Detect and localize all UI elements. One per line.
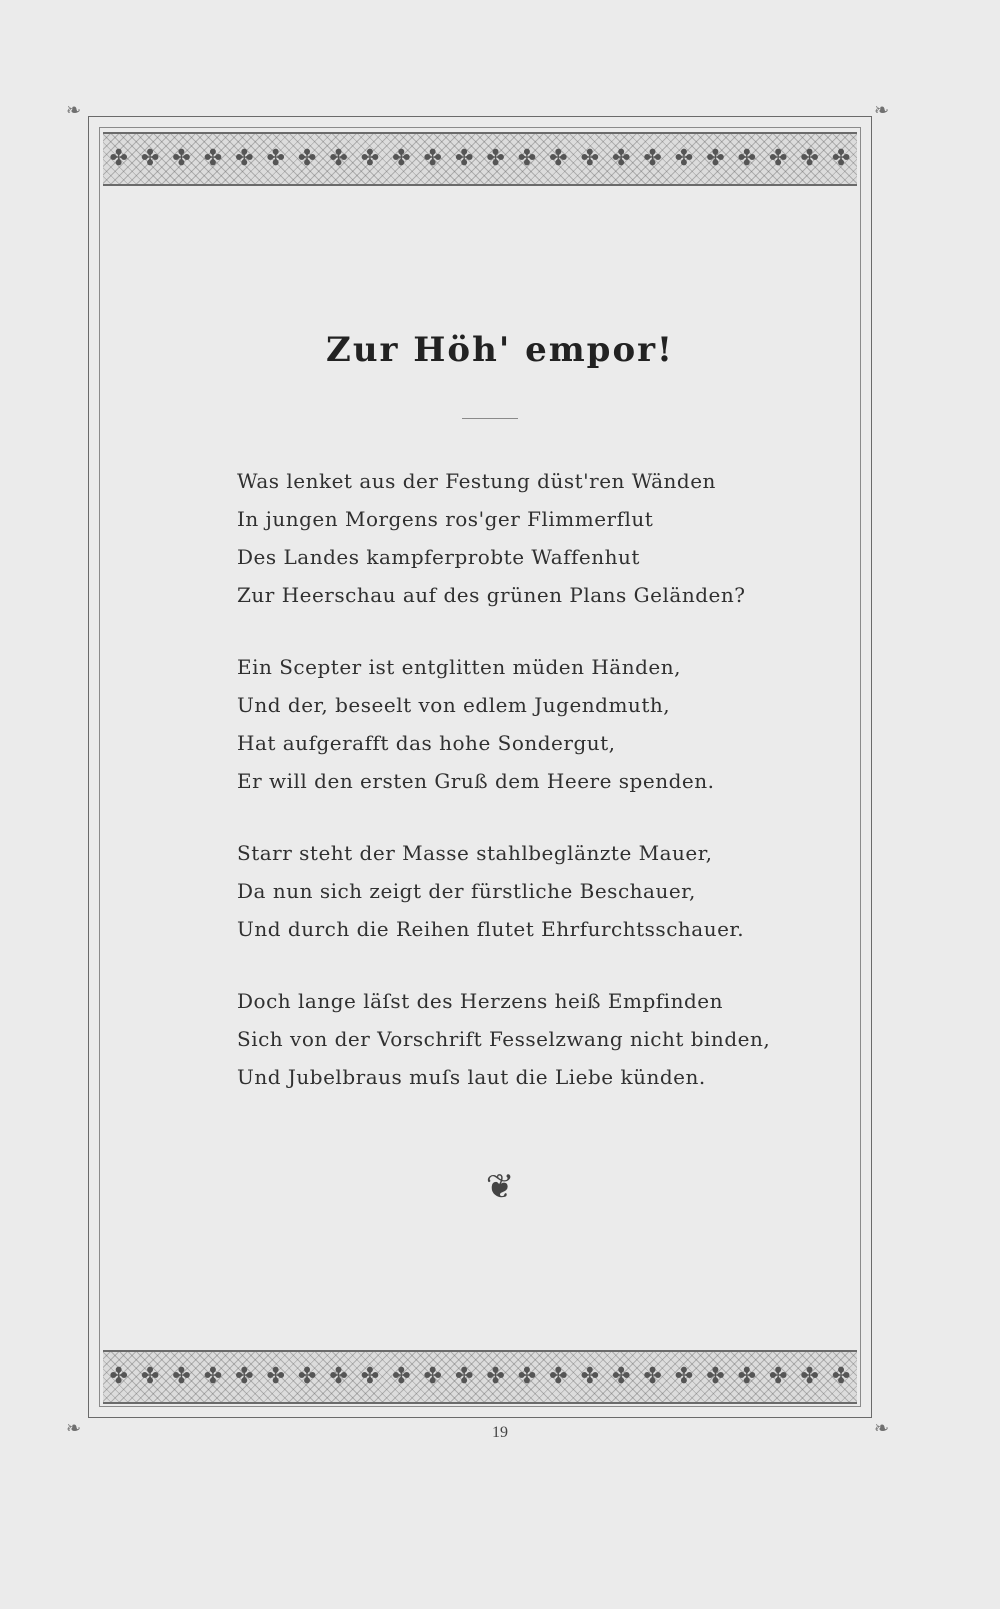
poem-line: Doch lange läſst des Herzens heiß Empfinden bbox=[237, 989, 723, 1013]
band-ornament-icon: ✤ bbox=[674, 1364, 694, 1389]
stanza bbox=[237, 648, 757, 800]
band-ornament-icon: ✤ bbox=[360, 1364, 380, 1389]
band-ornament-icon: ✤ bbox=[643, 1364, 662, 1389]
band-ornament-icon: ✤ bbox=[172, 1364, 191, 1389]
band-ornament-icon: ✤ bbox=[517, 146, 537, 171]
corner-ornament-bottom-right-icon: ❧ bbox=[874, 1418, 890, 1439]
poem-line: Und durch die Reihen flutet Ehrfurchtsschauer. bbox=[237, 917, 745, 941]
band-ornament-icon: ✤ bbox=[611, 1364, 631, 1389]
stanza bbox=[237, 982, 771, 1096]
band-ornament-icon: ✤ bbox=[800, 146, 819, 171]
band-ornament-icon: ✤ bbox=[329, 1364, 348, 1389]
band-ornament-icon: ✤ bbox=[203, 1364, 223, 1389]
poem-line: In jungen Morgens ros'ger Flimmerflut bbox=[237, 507, 654, 531]
band-ornament-icon: ✤ bbox=[172, 146, 191, 171]
poem-line: Und Jubelbraus muſs laut die Liebe künden. bbox=[237, 1065, 706, 1089]
corner-ornament-top-right-icon: ❧ bbox=[874, 100, 890, 121]
poem-line: Starr steht der Masse stahlbeglänzte Mauer, bbox=[237, 841, 713, 865]
poem-line: Zur Heerschau auf des grünen Plans Geländen? bbox=[237, 583, 746, 607]
band-ornament-icon: ✤ bbox=[235, 1364, 254, 1389]
band-ornament-icon: ✤ bbox=[706, 1364, 725, 1389]
band-ornament-icon: ✤ bbox=[580, 146, 600, 171]
band-ornament-icon: ✤ bbox=[549, 1364, 568, 1389]
band-ornament-icon: ✤ bbox=[297, 146, 317, 171]
band-ornament-icon: ✤ bbox=[486, 1364, 505, 1389]
band-ornament-icon: ✤ bbox=[392, 1364, 411, 1389]
band-ornament-icon: ✤ bbox=[769, 1364, 788, 1389]
band-ornament-icon: ✤ bbox=[580, 1364, 600, 1389]
band-ornament-icon: ✤ bbox=[611, 146, 631, 171]
poem-title: Zur Höh' empor! bbox=[326, 330, 674, 370]
band-ornament-icon: ✤ bbox=[517, 1364, 537, 1389]
title-divider bbox=[462, 418, 518, 419]
band-ornament-icon: ✤ bbox=[454, 1364, 474, 1389]
band-ornament-icon: ✤ bbox=[737, 1364, 757, 1389]
corner-ornament-top-left-icon: ❧ bbox=[66, 100, 82, 121]
band-ornament-icon: ✤ bbox=[769, 146, 788, 171]
band-ornament-icon: ✤ bbox=[109, 1364, 128, 1389]
band-ornament-icon: ✤ bbox=[831, 1364, 851, 1389]
stanza bbox=[237, 462, 757, 614]
band-ornament-icon: ✤ bbox=[266, 146, 285, 171]
band-ornament-icon: ✤ bbox=[737, 146, 757, 171]
corner-ornament-bottom-left-icon: ❧ bbox=[66, 1418, 82, 1439]
page-number: 19 bbox=[492, 1424, 508, 1441]
band-ornament-icon: ✤ bbox=[706, 146, 725, 171]
band-ornament-icon: ✤ bbox=[423, 146, 442, 171]
band-ornament-icon: ✤ bbox=[549, 146, 568, 171]
band-ornament-icon: ✤ bbox=[674, 146, 694, 171]
band-ornament-icon: ✤ bbox=[454, 146, 474, 171]
band-ornament-icon: ✤ bbox=[423, 1364, 442, 1389]
poem-line: Da nun sich zeigt der fürstliche Beschauer, bbox=[237, 879, 696, 903]
band-ornament-icon: ✤ bbox=[800, 1364, 819, 1389]
band-ornament-icon: ✤ bbox=[235, 146, 254, 171]
poem-line: Hat aufgerafft das hohe Sondergut, bbox=[237, 731, 616, 755]
decorative-band-top bbox=[103, 132, 857, 186]
band-ornament-icon: ✤ bbox=[392, 146, 411, 171]
band-ornament-icon: ✤ bbox=[329, 146, 348, 171]
band-ornament-icon: ✤ bbox=[203, 146, 223, 171]
band-ornament-icon: ✤ bbox=[297, 1364, 317, 1389]
band-ornament-icon: ✤ bbox=[831, 146, 851, 171]
poem-body bbox=[237, 462, 771, 1130]
stanza bbox=[237, 834, 757, 948]
band-ornament-icon: ✤ bbox=[360, 146, 380, 171]
decorative-band-bottom bbox=[103, 1350, 857, 1404]
poem-line: Des Landes kampferprobte Waffenhut bbox=[237, 545, 640, 569]
poem-line: Und der, beseelt von edlem Jugendmuth, bbox=[237, 693, 671, 717]
band-ornament-icon: ✤ bbox=[643, 146, 662, 171]
band-ornament-icon: ✤ bbox=[109, 146, 128, 171]
poem-line: Ein Scepter ist entglitten müden Händen, bbox=[237, 655, 681, 679]
band-ornament-icon: ✤ bbox=[140, 1364, 160, 1389]
fleuron-ornament-icon: ❦ bbox=[485, 1167, 515, 1207]
poem-line: Sich von der Vorschrift Fesselzwang nicht binden, bbox=[237, 1027, 771, 1051]
band-ornament-icon: ✤ bbox=[486, 146, 505, 171]
poem-line: Er will den ersten Gruß dem Heere spenden. bbox=[237, 769, 715, 793]
band-ornament-icon: ✤ bbox=[140, 146, 160, 171]
poem-line: Was lenket aus der Festung düst'ren Wänden bbox=[237, 469, 716, 493]
band-ornament-icon: ✤ bbox=[266, 1364, 285, 1389]
